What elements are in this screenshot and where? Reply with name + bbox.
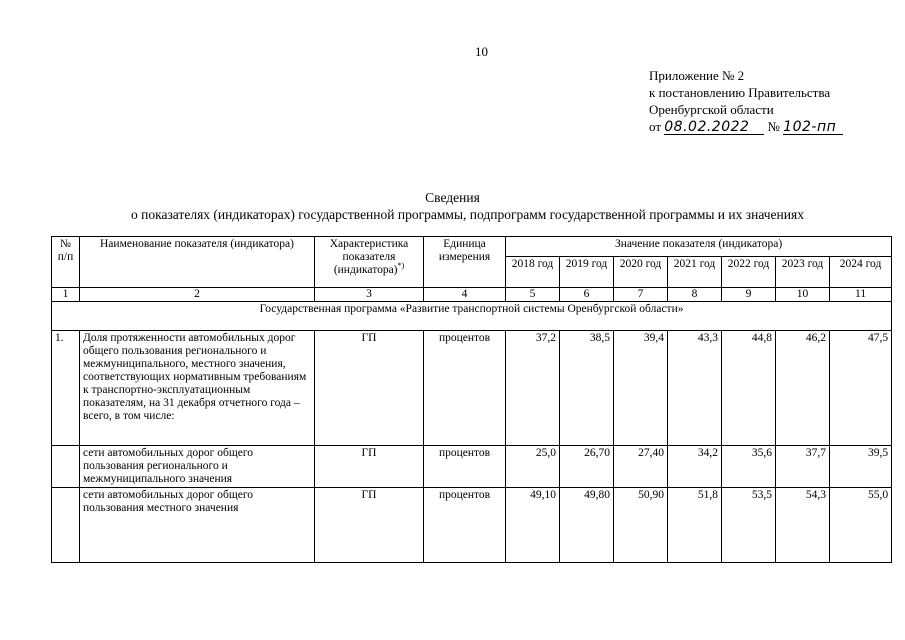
column-numbers-row (52, 288, 892, 302)
header-unit: Единица измерения (424, 237, 506, 288)
row-value-2018: 49,10 (506, 488, 560, 563)
col-number: 1 (52, 288, 80, 302)
row-value-2020: 50,90 (614, 488, 668, 563)
appendix-line-1: Приложение № 2 (649, 68, 745, 83)
year-2020: 2020 год (614, 257, 668, 288)
indicators-table (51, 236, 892, 563)
row-value-2023: 46,2 (776, 331, 830, 446)
row-value-2022: 53,5 (722, 488, 776, 563)
row-value-2019: 49,80 (560, 488, 614, 563)
row-unit: процентов (424, 331, 506, 446)
handwritten-doc-number: 102-пп (783, 120, 843, 135)
row-value-2019: 26,70 (560, 446, 614, 488)
row-value-2024: 39,5 (830, 446, 892, 488)
col-number: 6 (560, 288, 614, 302)
header-num: № п/п (52, 237, 80, 288)
row-unit: процентов (424, 488, 506, 563)
appendix-date-line (649, 118, 843, 135)
table-row (52, 488, 892, 563)
title-line-1: Сведения (425, 190, 480, 205)
row-value-2022: 44,8 (722, 331, 776, 446)
row-name: Доля протяженности автомобильных дорог общего пользования регионального и межмуниципального, местного значения, соответствующих нормативным требованиям к транспортно-эксплуатационным показателям, на 31 декабря отчетного года – всего, в том числе: (80, 331, 315, 446)
header-characteristic (315, 237, 424, 288)
row-value-2021: 51,8 (668, 488, 722, 563)
col-number: 3 (315, 288, 424, 302)
table-row (52, 446, 892, 488)
header-characteristic-sup: *) (397, 261, 405, 271)
col-number: 8 (668, 288, 722, 302)
appendix-block (649, 67, 843, 135)
row-num (52, 488, 80, 563)
row-value-2018: 37,2 (506, 331, 560, 446)
col-number: 9 (722, 288, 776, 302)
appendix-line-2: к постановлению Правительства (649, 85, 831, 100)
from-label: от (649, 119, 662, 134)
year-2022: 2022 год (722, 257, 776, 288)
document-title (0, 189, 905, 223)
row-value-2019: 38,5 (560, 331, 614, 446)
row-characteristic: ГП (315, 331, 424, 446)
year-2024: 2024 год (830, 257, 892, 288)
table-row (52, 331, 892, 446)
col-number: 10 (776, 288, 830, 302)
col-number: 5 (506, 288, 560, 302)
page-number: 10 (475, 44, 488, 59)
row-value-2021: 34,2 (668, 446, 722, 488)
row-name: сети автомобильных дорог общего пользования регионального и межмуниципального значения (80, 446, 315, 488)
row-value-2022: 35,6 (722, 446, 776, 488)
row-value-2018: 25,0 (506, 446, 560, 488)
col-number: 4 (424, 288, 506, 302)
row-characteristic: ГП (315, 446, 424, 488)
header-name: Наименование показателя (индикатора) (80, 237, 315, 288)
col-number: 7 (614, 288, 668, 302)
row-unit: процентов (424, 446, 506, 488)
row-value-2023: 54,3 (776, 488, 830, 563)
row-value-2024: 55,0 (830, 488, 892, 563)
year-2018: 2018 год (506, 257, 560, 288)
row-characteristic: ГП (315, 488, 424, 563)
appendix-line-3: Оренбургской области (649, 102, 774, 117)
number-label: № (767, 119, 780, 134)
header-values: Значение показателя (индикатора) (506, 237, 892, 257)
header-characteristic-text: Характеристика показателя (индикатора) (329, 238, 409, 276)
year-2021: 2021 год (668, 257, 722, 288)
row-value-2020: 27,40 (614, 446, 668, 488)
section-title: Государственная программа «Развитие транспортной системы Оренбургской области» (52, 302, 892, 331)
row-value-2023: 37,7 (776, 446, 830, 488)
row-value-2021: 43,3 (668, 331, 722, 446)
row-value-2024: 47,5 (830, 331, 892, 446)
year-2023: 2023 год (776, 257, 830, 288)
row-name: сети автомобильных дорог общего пользования местного значения (80, 488, 315, 563)
col-number: 11 (830, 288, 892, 302)
row-num (52, 446, 80, 488)
year-2019: 2019 год (560, 257, 614, 288)
header-row (52, 237, 892, 257)
row-value-2020: 39,4 (614, 331, 668, 446)
row-num: 1. (52, 331, 80, 446)
handwritten-date: 08.02.2022 (664, 120, 764, 135)
col-number: 2 (80, 288, 315, 302)
title-line-2: о показателях (индикаторах) государственной программы, подпрограмм государственной программы и их значениях (131, 207, 804, 222)
section-row (52, 302, 892, 331)
